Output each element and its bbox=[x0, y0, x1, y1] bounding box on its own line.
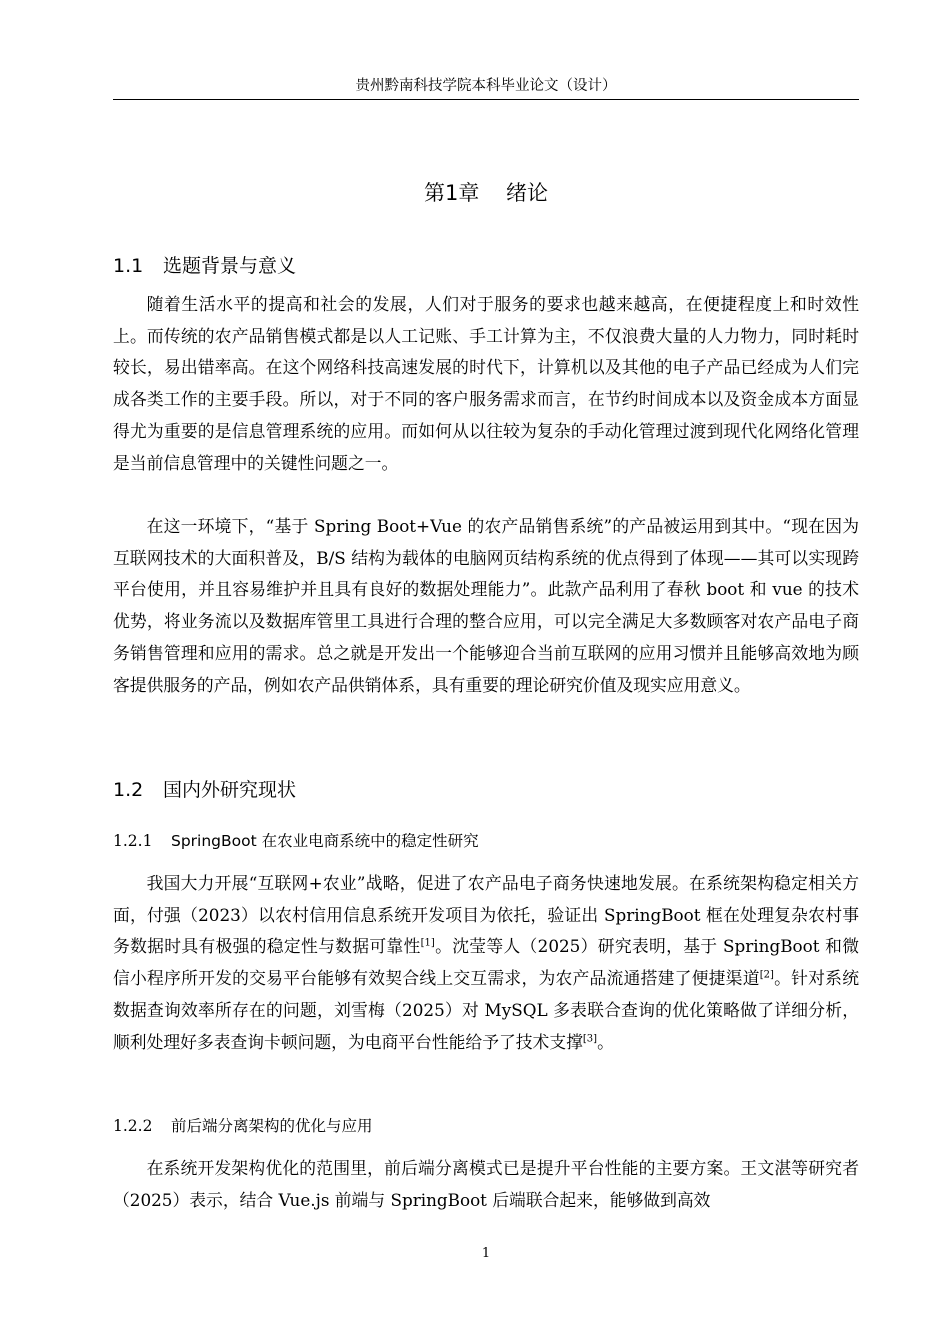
section-heading-1-2 bbox=[113, 777, 296, 803]
page-number: 1 bbox=[481, 1246, 491, 1261]
section-title: 国内外研究现状 bbox=[163, 779, 297, 801]
subsection-title: 前后端分离架构的优化与应用 bbox=[171, 1117, 373, 1135]
running-header: 贵州黔南科技学院本科毕业论文（设计） bbox=[355, 78, 617, 94]
subsection-heading-1-2-2 bbox=[113, 1115, 373, 1137]
section-heading-1-1 bbox=[113, 253, 296, 279]
citation-2: [2] bbox=[759, 969, 774, 981]
paragraph-environment: 在这一环境下，“基于 Spring Boot+Vue 的农产品销售系统”的产品被运用到其中。“现在因为互联网技术的大面积普及，B/S 结构为载体的电脑网页结构系统的优点得到了体现——其可以实现跨平台使用，并且容易维护并且具有良好的数据处理能力”。此款产品利用了春秋 boot 和 vue 的技术优势，将业务流以及数据库管里工具进行合理的整合应用，可以完全满足大多数顾客对农产品电子商务销售管理和应用的需求。总之就是开发出一个能够迎合当前互联网的应用习惯并且能够高效地为顾客提供服务的产品，例如农产品供销体系，具有重要的理论研究价值及现实应用意义。 bbox=[113, 516, 859, 695]
section-title: 选题背景与意义 bbox=[163, 255, 297, 277]
header-rule bbox=[113, 99, 859, 100]
chapter-title: 第1章 绪论 bbox=[423, 181, 549, 205]
subsection-number: 1.2.1 bbox=[113, 832, 153, 850]
subsection-title: SpringBoot 在农业电商系统中的稳定性研究 bbox=[171, 832, 479, 850]
citation-1: [1] bbox=[420, 937, 435, 949]
paragraph-text: 。 bbox=[597, 1031, 614, 1052]
paragraph-architecture: 在系统开发架构优化的范围里，前后端分离模式已是提升平台性能的主要方案。王文湛等研究者（2025）表示，结合 Vue.js 前端与 SpringBoot 后端联合起来，能够做到高效 bbox=[113, 1158, 859, 1210]
paragraph-background: 随着生活水平的提高和社会的发展，人们对于服务的要求也越来越高，在便捷程度上和时效性上。而传统的农产品销售模式都是以人工记账、手工计算为主，不仅浪费大量的人力物力，同时耗时较长，易出错率高。在这个网络科技高速发展的时代下，计算机以及其他的电子产品已经成为人们完成各类工作的主要手段。所以，对于不同的客户服务需求而言，在节约时间成本以及资金成本方面显得尤为重要的是信息管理系统的应用。而如何从以往较为复杂的手动化管理过渡到现代化网络化管理是当前信息管理中的关键性问题之一。 bbox=[113, 294, 859, 473]
section-number: 1.2 bbox=[113, 779, 144, 801]
paragraph-text: 。针对系统数据查询效率所存在的问题，刘雪梅（2025）对 MySQL 多表联合查询的优化策略做了详细分析，顺利处理好多表查询卡顿问题，为电商平台性能给予了技术支撑 bbox=[113, 968, 859, 1052]
subsection-number: 1.2.2 bbox=[113, 1117, 153, 1135]
paragraph-springboot-research bbox=[113, 868, 859, 1058]
subsection-heading-1-2-1 bbox=[113, 830, 479, 852]
citation-3: [3] bbox=[582, 1032, 598, 1044]
section-number: 1.1 bbox=[113, 255, 144, 277]
paragraph-text: 我国大力开展“互联网+农业”战略，促进了农产品电子商务快速地发展。在系统架构稳定相关方面，付强（2023）以农村信用信息系统开发项目为依托，验证出 SpringBoot 框在处理复杂农村事务数据时具有极强的稳定性与数据可靠性 bbox=[113, 873, 859, 957]
paragraph-text: 。沈莹等人（2025）研究表明，基于 SpringBoot 和微信小程序所开发的交易平台能够有效契合线上交互需求，为农产品流通搭建了便捷渠道 bbox=[113, 936, 859, 989]
